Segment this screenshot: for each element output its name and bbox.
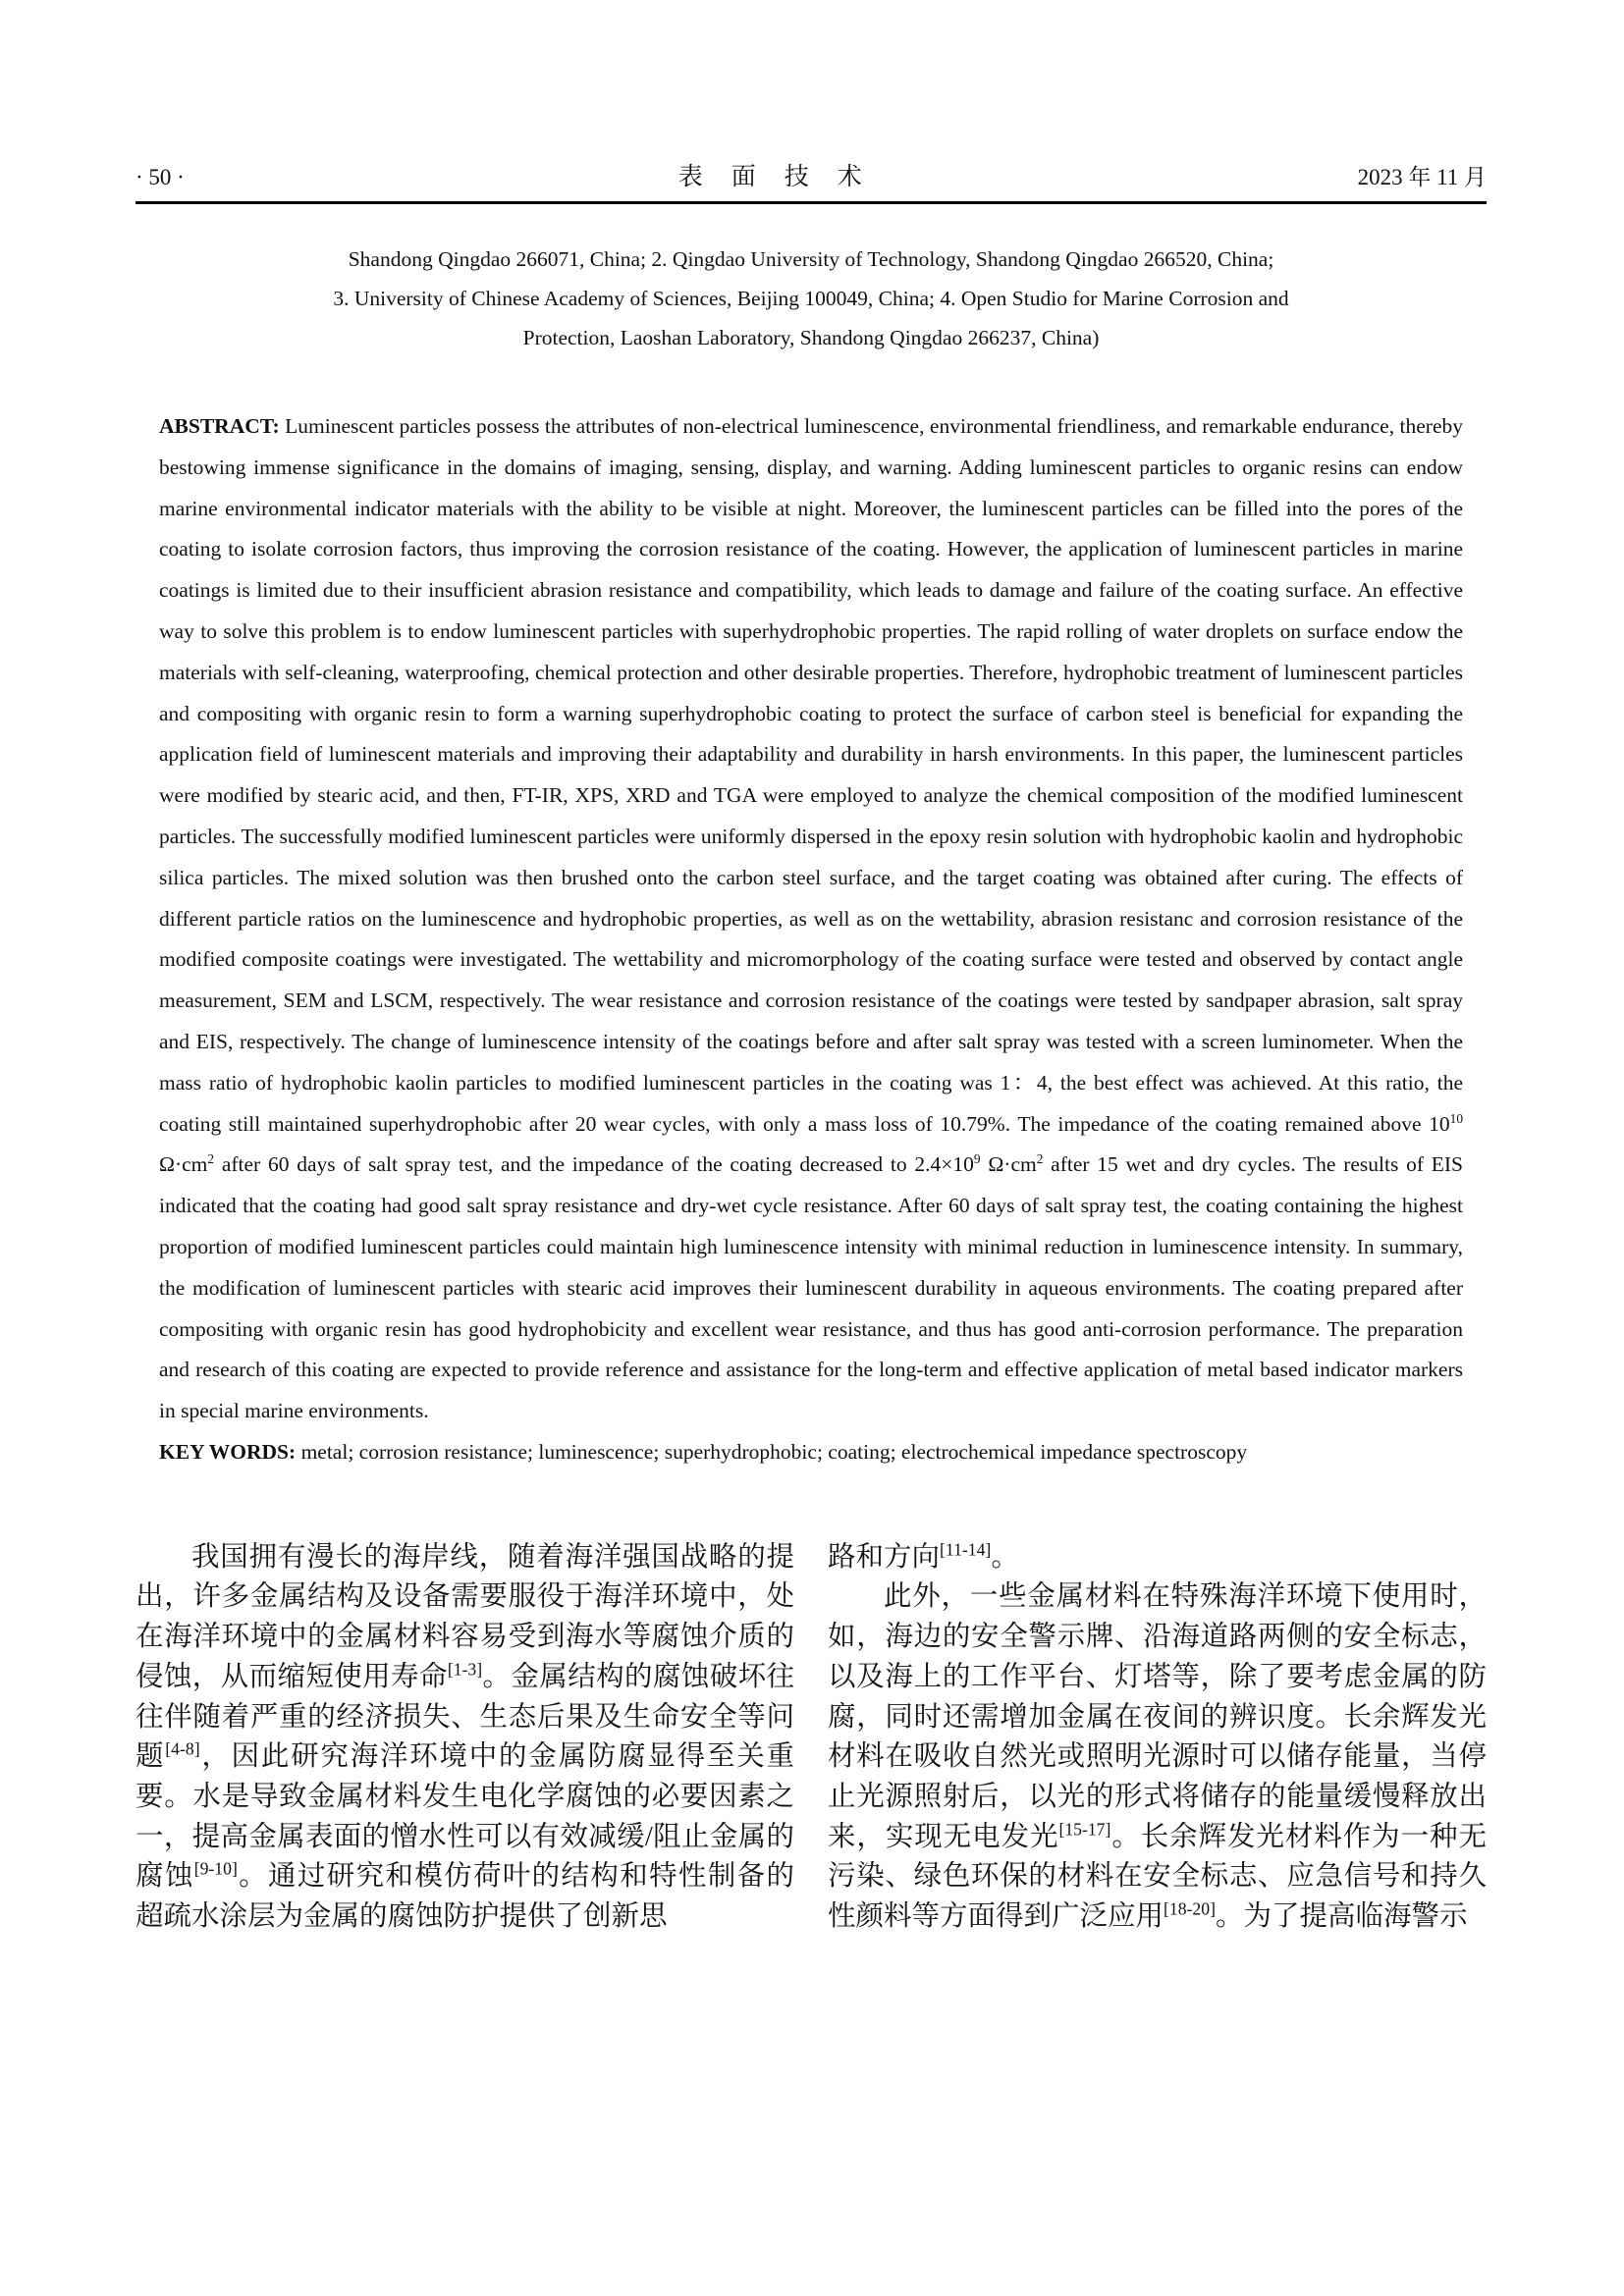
body-paragraph: 此外，一些金属材料在特殊海洋环境下使用时，如，海边的安全警示牌、沿海道路两侧的安全标志，以及海上的工作平台、灯塔等，除了要考虑金属的防腐，同时还需增加金属在夜间的辨识度。长余辉发光材料在吸收自然光或照明光源时可以储存能量，当停止光源照射后，以光的形式将储存的能量缓慢释放出来，实现无电发光[15-17]。长余辉发光材料作为一种无污染、绿色环保的材料在安全标志、应急信号和持久性颜料等方面得到广泛应用[18-20]。为了提高临海警示 <box>828 1581 1487 1933</box>
issue-date: 2023 年 11 月 <box>1357 165 1487 189</box>
abstract-paragraph: ABSTRACT: Luminescent particles possess the attributes of non-electrical luminescence, environmental friendliness, and remarkable endurance, thereby bestowing immense significance in the domains of imaging, sensing, display, and warning. Adding luminescent particles to organic resins can endow marine environmental indicator materials with the ability to be visible at night. Moreover, the luminescent particles can be filled into the pores of the coating to isolate corrosion factors, thus improving the corrosion resistance of the coating. However, the application of luminescent particles in marine coatings is limited due to their insufficient abrasion resistance and compatibility, which leads to damage and failure of the coating surface. An effective way to solve this problem is to endow luminescent particles with superhydrophobic properties. The rapid rolling of water droplets on surface endow the materials with self-cleaning, waterproofing, chemical protection and other desirable properties. Therefore, hydrophobic treatment of luminescent particles and compositing with organic resin to form a warning superhydrophobic coating to protect the surface of carbon steel is beneficial for expanding the application field of luminescent materials and improving their adaptability and durability in harsh environments. In this paper, the luminescent particles were modified by stearic acid, and then, FT-IR, XPS, XRD and TGA were employed to analyze the chemical composition of the modified luminescent particles. The successfully modified luminescent particles were uniformly dispersed in the epoxy resin solution with hydrophobic kaolin and hydrophobic silica particles. The mixed solution was then brushed onto the carbon steel surface, and the target coating was obtained after curing. The effects of different particle ratios on the luminescence and hydrophobic properties, as well as on the wettability, abrasion resistanc and corrosion resistance of the modified composite coatings were investigated. The wettability and micromorphology of the coating surface were tested and observed by contact angle measurement, SEM and LSCM, respectively. The wear resistance and corrosion resistance of the coatings were tested by sandpaper abrasion, salt spray and EIS, respectively. The change of luminescence intensity of the coatings before and after salt spray was tested with a screen luminometer. When the mass ratio of hydrophobic kaolin particles to modified luminescent particles in the coating was 1：4, the best effect was achieved. At this ratio, the coating still maintained superhydrophobic after 20 wear cycles, with only a mass loss of 10.79%. The impedance of the coating remained above $10^{10}$ $\Omega\cdot cm^2$ after 60 days of salt spray test, and the impedance of the coating decreased to $2.4\times 10^9$ $\Omega\cdot cm^2$ after 15 wet and dry cycles. The results of EIS indicated that the coating had good salt spray resistance and dry-wet cycle resistance. After 60 days of salt spray test, the coating containing the highest proportion of modified luminescent particles could maintain high luminescence intensity with minimal reduction in luminescence intensity. In summary, the modification of luminescent particles with stearic acid improves their luminescent durability in aqueous environments. The coating prepared after compositing with organic resin has good hydrophobicity and excellent wear resistance, and thus has good anti-corrosion performance. The preparation and research of this coating are expected to provide reference and assistance for the long-term and effective application of metal based indicator markers in special marine environments. <box>159 414 1464 1423</box>
affiliation-line: 3. University of Chinese Academy of Sciences, Beijing 100049, China; 4. Open Studio for Marine Corrosion and <box>333 287 1289 310</box>
page-number: · 50 · <box>135 165 185 189</box>
keywords-line: KEY WORDS: metal; corrosion resistance; luminescence; superhydrophobic; coating; electrochemical impedance spectroscopy <box>159 1439 1248 1464</box>
affiliation-block <box>135 240 1487 357</box>
body-columns <box>135 1538 1487 1938</box>
affiliation-line: Shandong Qingdao 266071, China; 2. Qingdao University of Technology, Shandong Qingdao 266520, China; <box>348 247 1274 271</box>
body-column-left <box>135 1538 794 1938</box>
abstract-block <box>159 406 1463 1473</box>
header-rule <box>135 201 1487 204</box>
journal-title: 表 面 技 术 <box>677 164 864 190</box>
affiliation-line: Protection, Laoshan Laboratory, Shandong Qingdao 266237, China) <box>522 326 1100 349</box>
body-paragraph: 我国拥有漫长的海岸线，随着海洋强国战略的提出，许多金属结构及设备需要服役于海洋环境中，处在海洋环境中的金属材料容易受到海水等腐蚀介质的侵蚀，从而缩短使用寿命[1-3]。金属结构的腐蚀破坏往往伴随着严重的经济损失、生态后果及生命安全等问题[4-8]，因此研究海洋环境中的金属防腐显得至关重要。水是导致金属材料发生电化学腐蚀的必要因素之一，提高金属表面的憎水性可以有效减缓/阻止金属的腐蚀[9-10]。通过研究和模仿荷叶的结构和特性制备的超疏水涂层为金属的腐蚀防护提供了创新思 <box>135 1541 794 1933</box>
body-paragraph: 路和方向[11-14]。 <box>828 1539 1019 1573</box>
running-head <box>135 163 1487 192</box>
body-column-right <box>828 1538 1487 1938</box>
